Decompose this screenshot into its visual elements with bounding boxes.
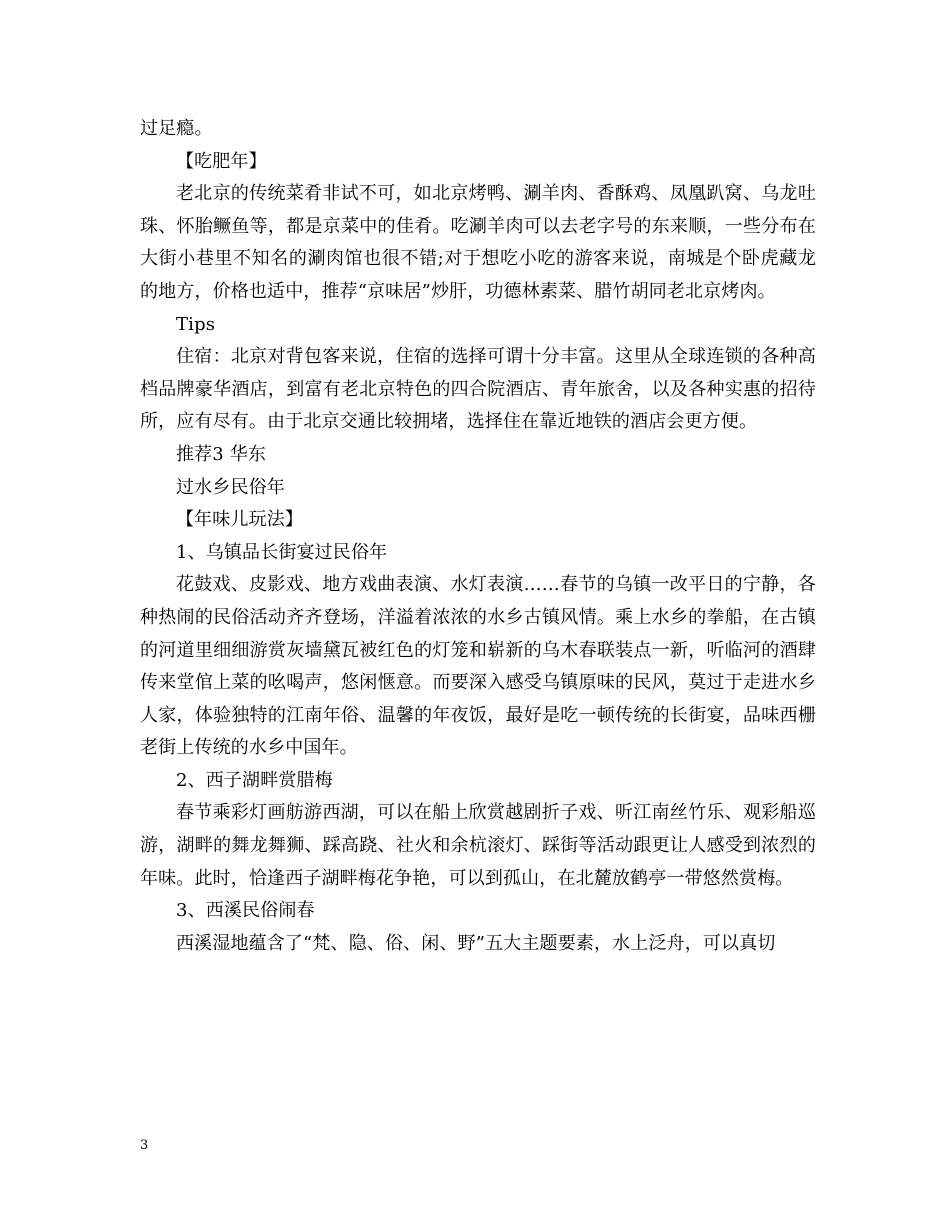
heading-ways-to-play: 【年味儿玩法】 <box>176 509 304 531</box>
paragraph-continuation: 过足瘾。 <box>140 118 213 139</box>
heading-eat-feast: 【吃肥年】 <box>176 150 267 172</box>
paragraph-accommodation: 住宿：北京对背包客来说，住宿的选择可谓十分丰富。这里从全球连锁的各种高档品牌豪华酒店，到富有老北京特色的四合院酒店、青年旅舍，以及各种实惠的招待所，应有尽有。由于北京交通比较拥堵，选择住在靠近地铁的酒店会更方便。 <box>140 346 816 433</box>
heading-item-1: 1、乌镇品长街宴过民俗年 <box>176 541 388 563</box>
heading-recommend-3: 推荐3 华东 <box>176 443 267 465</box>
paragraph-xixi: 西溪湿地蕴含了“梵、隐、俗、闲、野”五大主题要素，水上泛舟，可以真切 <box>176 932 776 954</box>
heading-item-3: 3、西溪民俗闹春 <box>176 900 315 922</box>
paragraph-wuzhen: 花鼓戏、皮影戏、地方戏曲表演、水灯表演……春节的乌镇一改平日的宁静，各种热闹的民俗活动齐齐登场，洋溢着浓浓的水乡古镇风情。乘上水乡的拳船，在古镇的河道里细细游赏灰墙黛瓦被红色的灯笼和崭新的乌木春联装点一新，听临河的酒肆传来堂倌上菜的吆喝声，悠闲惬意。而要深入感受乌镇原味的民风，莫过于走进水乡人家，体验独特的江南年俗、温馨的年夜饭，最好是吃一顿传统的长街宴，品味西栅老街上传统的水乡中国年。 <box>140 574 816 759</box>
paragraph-beijing-food: 老北京的传统菜肴非试不可，如北京烤鸭、涮羊肉、香酥鸡、凤凰趴窝、乌龙吐珠、怀胎鳜鱼等，都是京菜中的佳肴。吃涮羊肉可以去老字号的东来顺，一些分布在大街小巷里不知名的涮肉馆也很不错;对于想吃小吃的游客来说，南城是个卧虎藏龙的地方，价格也适中，推荐“京味居”炒肝，功德林素菜、腊竹胡同老北京烤肉。 <box>140 183 816 302</box>
paragraph-west-lake: 春节乘彩灯画舫游西湖，可以在船上欣赏越剧折子戏、听江南丝竹乐、观彩船巡游，湖畔的舞龙舞狮、踩高跷、社火和余杭滚灯、踩街等活动跟更让人感受到浓烈的年味。此时，恰逢西子湖畔梅花争艳，可以到孤山，在北麓放鹤亭一带悠然赏梅。 <box>140 802 816 889</box>
heading-item-2: 2、西子湖畔赏腊梅 <box>176 769 333 791</box>
body-text <box>140 113 816 960</box>
page-number: 3 <box>140 1138 149 1153</box>
heading-water-town-year: 过水乡民俗年 <box>176 476 285 498</box>
heading-tips: Tips <box>176 313 216 335</box>
